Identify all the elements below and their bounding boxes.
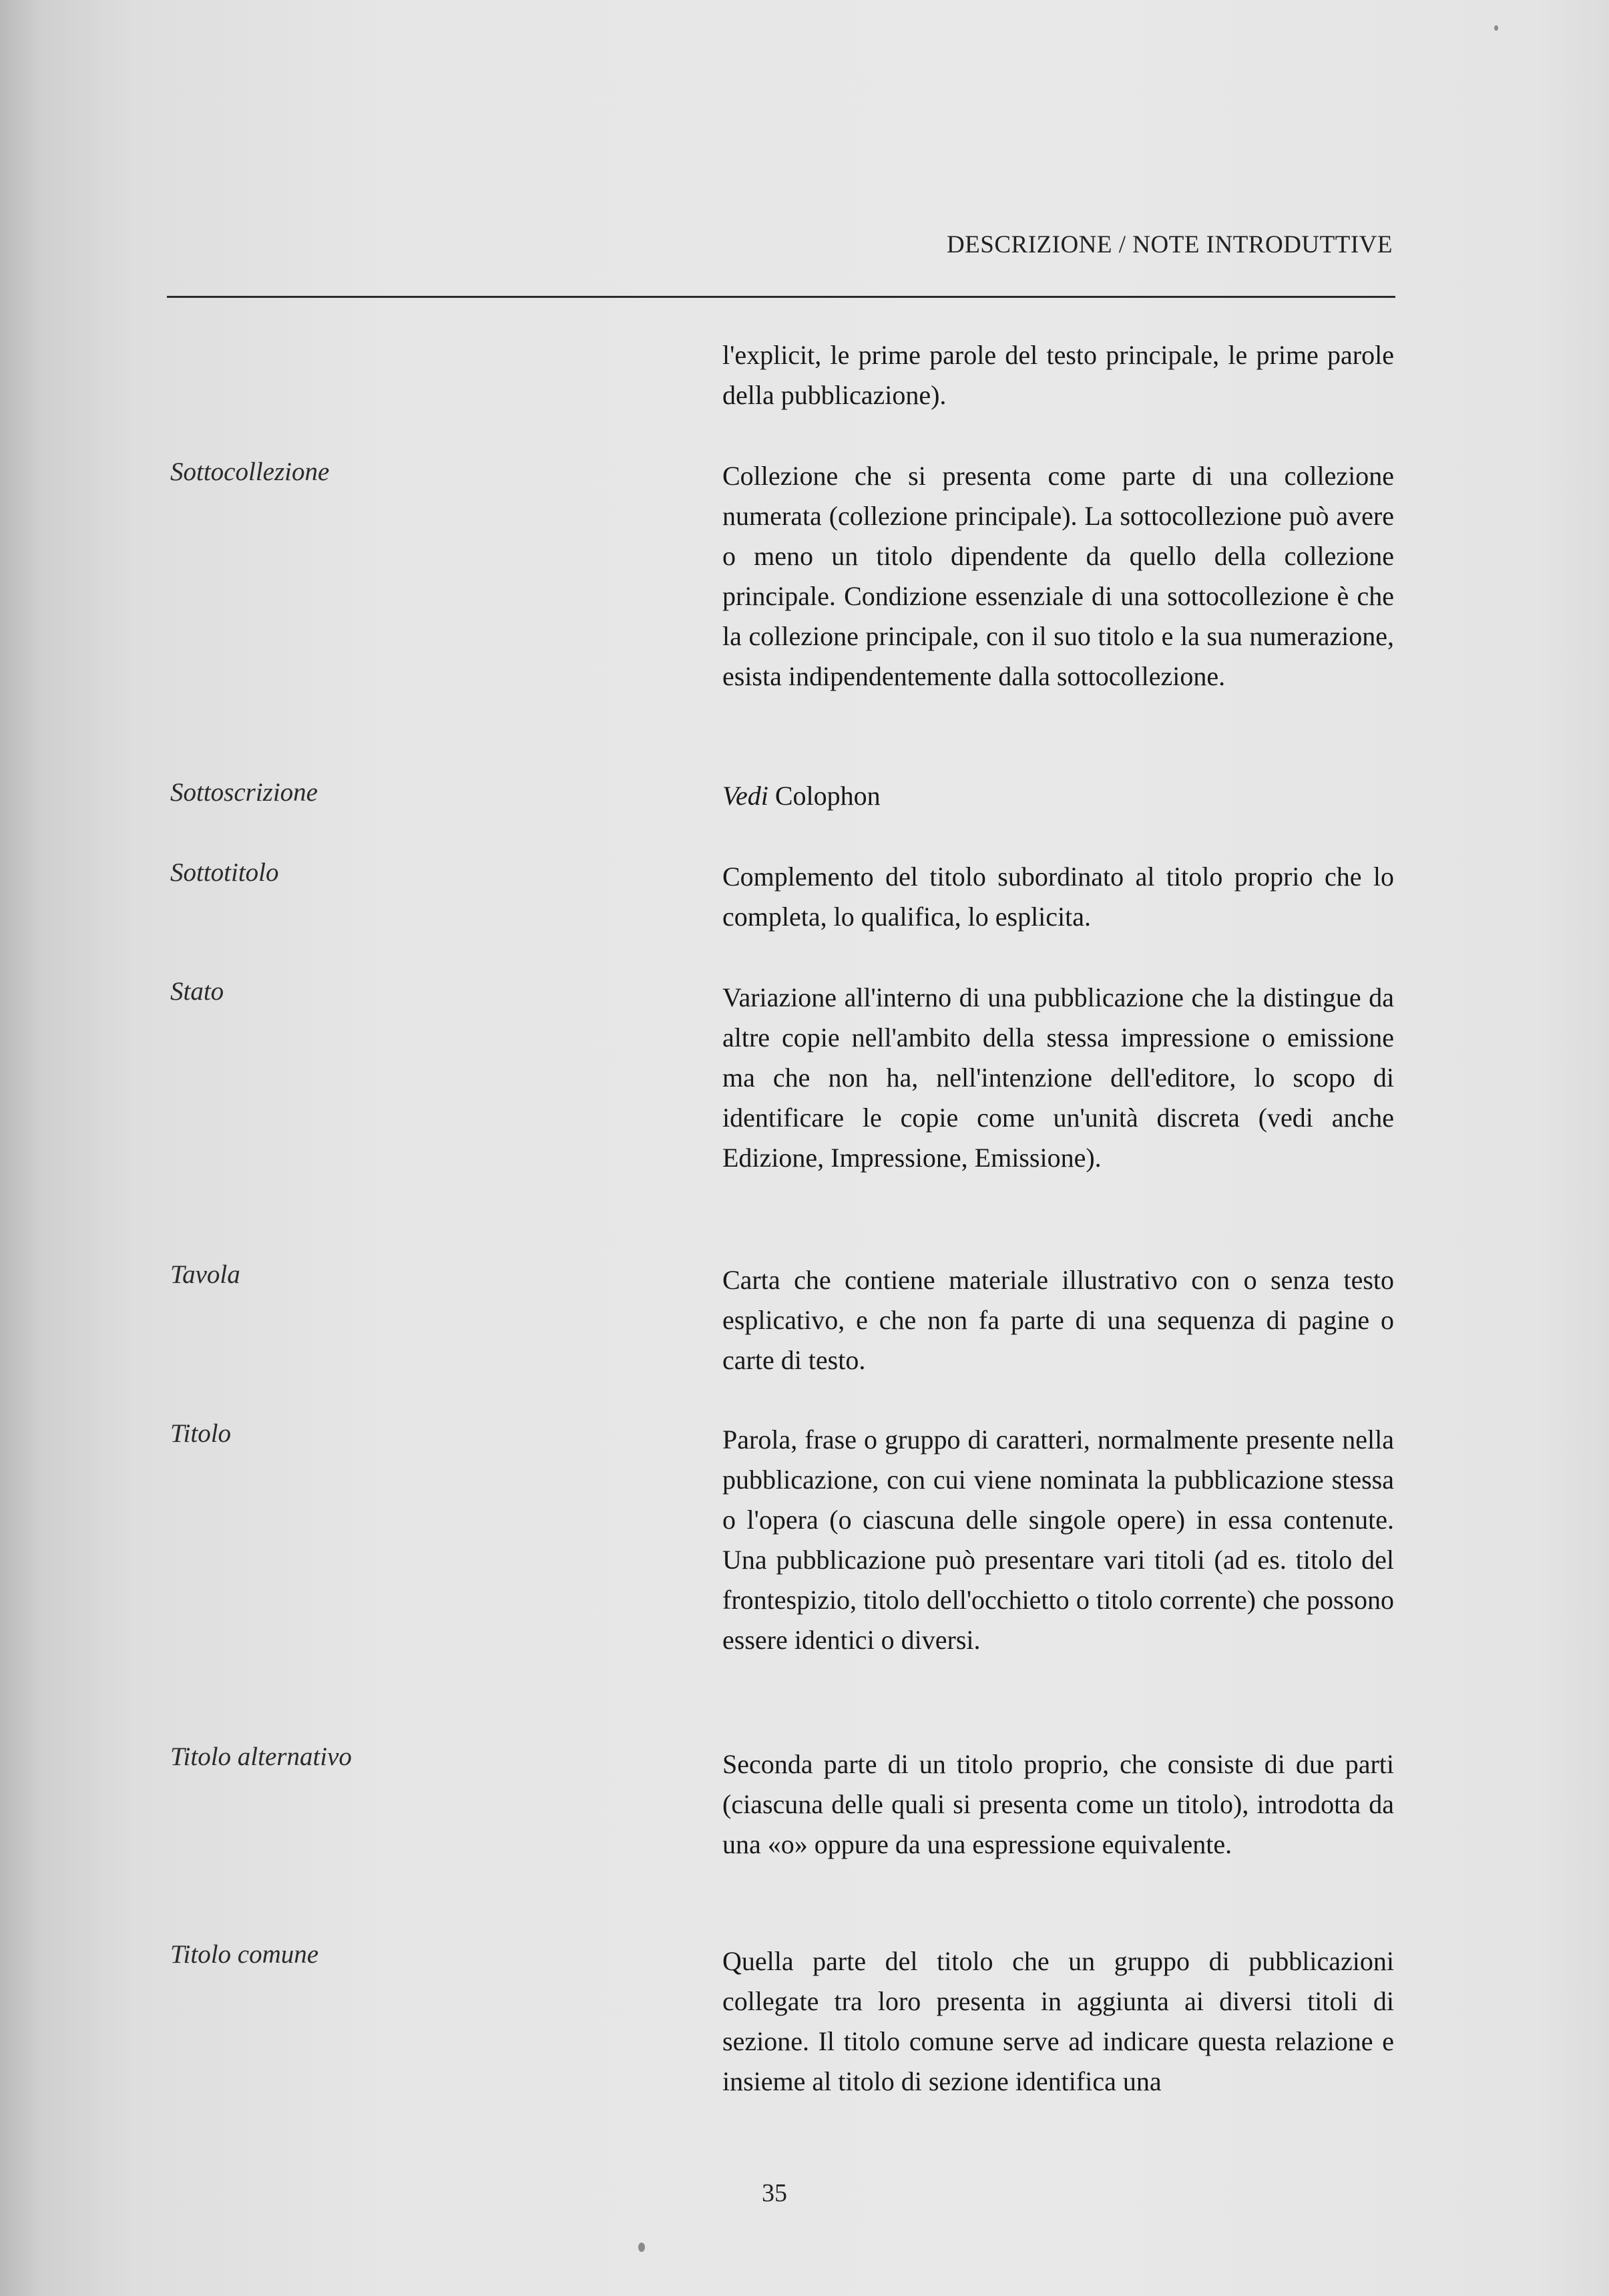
term-sottocollezione: Sottocollezione: [170, 457, 330, 486]
definition-titolo-comune: Quella parte del titolo che un gruppo di pubblicazioni collegate tra loro presenta in aggiunta ai diversi titoli di sezione. Il titolo comune serve ad indicare questa relazione e insieme al titolo di sezione identifica una: [722, 1946, 1394, 2096]
term-titolo-comune: Titolo comune: [170, 1940, 319, 1969]
see-target: Colophon: [768, 781, 881, 811]
term-sottoscrizione: Sottoscrizione: [170, 778, 318, 807]
term-tavola: Tavola: [170, 1260, 240, 1289]
definition-tavola: Carta che contiene materiale illustrativo con o senza testo esplicativo, e che non fa parte di una sequenza di pagine o carte di testo.: [722, 1265, 1394, 1375]
term-titolo-alternativo: Titolo alternativo: [170, 1742, 352, 1771]
definition-titolo: Parola, frase o gruppo di caratteri, normalmente presente nella pubblicazione, con cui viene nominata la pubblicazione stessa o l'opera (o ciascuna delle singole opere) in essa contenute. Una pubblicazione può presentare vari titoli (ad es. titolo del frontespizio, titolo dell'occhietto o titolo corrente) che possono essere identici o diversi.: [722, 1424, 1394, 1655]
term-stato: Stato: [170, 977, 224, 1006]
paper-speck: [1494, 25, 1498, 31]
paper-speck: [638, 2243, 645, 2252]
term-sottotitolo: Sottotitolo: [170, 858, 279, 887]
see-reference: Vedi: [722, 781, 768, 811]
term-titolo: Titolo: [170, 1419, 232, 1448]
running-header: DESCRIZIONE / NOTE INTRODUTTIVE: [946, 231, 1393, 258]
page-number: 35: [762, 2179, 787, 2207]
definition-sottotitolo: Complemento del titolo subordinato al titolo proprio che lo completa, lo qualifica, lo esplicita.: [722, 862, 1394, 932]
definition-titolo-alternativo: Seconda parte di un titolo proprio, che consiste di due parti (ciascuna delle quali si presenta come un titolo), introdotta da una «o» oppure da una espressione equivalente.: [722, 1749, 1394, 1859]
definition-sottocollezione: Collezione che si presenta come parte di una collezione numerata (collezione principale). La sottocollezione può avere o meno un titolo dipendente da quello della collezione principale. Condizione essenziale di una sottocollezione è che la collezione principale, con il suo titolo e la sua numerazione, esista indipendentemente dalla sottocollezione.: [722, 461, 1394, 691]
definition-continued: l'explicit, le prime parole del testo principale, le prime parole della pubblicazione).: [722, 340, 1394, 410]
definition-stato: Variazione all'interno di una pubblicazione che la distingue da altre copie nell'ambito della stessa impressione o emissione ma che non ha, nell'intenzione dell'editore, lo scopo di identificare le copie come un'unità discreta (vedi anche Edizione, Impressione, Emissione).: [722, 982, 1394, 1173]
definition-sottoscrizione: [722, 776, 1394, 816]
header-rule: [167, 296, 1395, 298]
